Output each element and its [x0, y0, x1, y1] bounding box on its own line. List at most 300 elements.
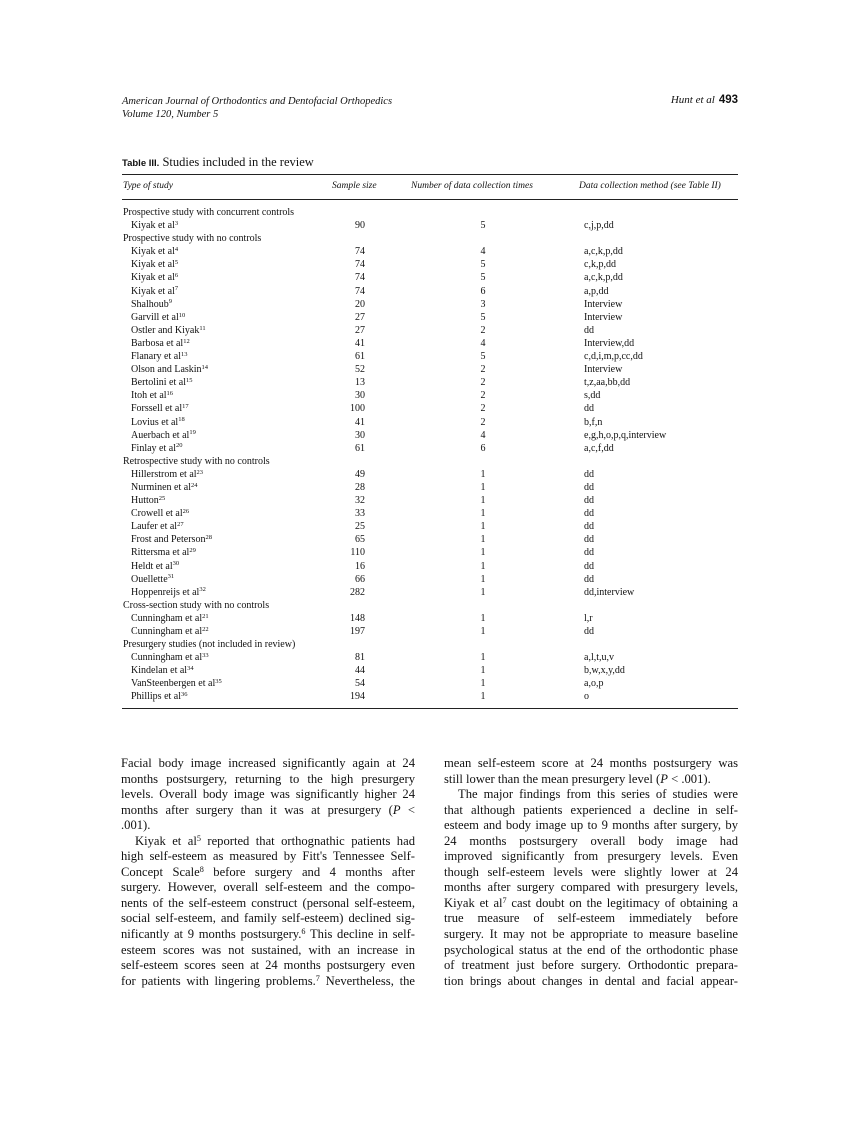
- table-row: [122, 429, 738, 442]
- table-row: [122, 258, 738, 271]
- text-run: Kiyak et al: [135, 833, 197, 848]
- collection-method-cell: dd: [584, 468, 594, 480]
- study-name: Olson and Laskin: [131, 364, 202, 376]
- text-run: cast doubt on the legitimacy of obtaining a: [506, 895, 738, 910]
- table-row: [122, 219, 738, 232]
- body-text-line: [444, 958, 738, 974]
- collection-times-cell: 1: [480, 560, 486, 572]
- table-row: [122, 350, 738, 363]
- table-row: [122, 324, 738, 337]
- study-name: Frost and Peterson: [131, 534, 206, 546]
- reference-number: 21: [202, 612, 209, 620]
- reference-number: 28: [205, 534, 212, 542]
- reference-number: 25: [158, 494, 166, 502]
- body-text-line: [121, 943, 415, 959]
- body-text-line: [121, 927, 415, 943]
- sample-size-cell: 49: [355, 468, 365, 480]
- collection-method-cell: dd: [584, 547, 594, 559]
- study-name: Hillerstrom et al: [131, 468, 197, 480]
- reference-number: 23: [196, 468, 204, 476]
- study-name: Barbosa et al: [131, 337, 184, 349]
- journal-volume: Volume 120, Number 5: [122, 109, 219, 120]
- reference-number: 34: [187, 665, 194, 673]
- sample-size-cell: 74: [355, 246, 365, 258]
- running-header-page: [671, 94, 738, 107]
- table-row: [122, 285, 738, 298]
- citation-superscript: 7: [502, 895, 507, 905]
- collection-times-cell: 1: [480, 612, 486, 624]
- italic-symbol: P: [660, 771, 668, 786]
- text-run: 24 months postsurgery overall body image had: [444, 833, 738, 848]
- text-run: This decline in self-: [305, 927, 415, 942]
- collection-times-cell: 1: [480, 534, 486, 546]
- text-run: high self-esteem as measured by Fitt's Tennessee Self-: [121, 849, 415, 864]
- study-type-label: Presurgery studies (not included in review): [123, 639, 296, 651]
- table-row: [122, 271, 738, 284]
- study-name: Phillips et al: [131, 691, 181, 703]
- body-text-line: [444, 880, 738, 896]
- collection-times-cell: 2: [480, 390, 486, 402]
- sample-size-cell: 148: [350, 612, 365, 624]
- table-row: [122, 560, 738, 573]
- table-row: [122, 298, 738, 311]
- collection-method-cell: Interview: [584, 364, 623, 376]
- reference-number: 26: [182, 507, 190, 515]
- collection-times-cell: 4: [480, 246, 486, 258]
- table-group-row: [122, 232, 738, 245]
- study-name: Finlay et al: [131, 442, 176, 454]
- reference-number: 3: [174, 219, 179, 227]
- text-run: months after surgery compared with presurgery levels,: [444, 880, 738, 895]
- collection-method-cell: a,c,k,p,dd: [584, 246, 623, 258]
- collection-method-cell: e,g,h,o,p,q,interview: [584, 429, 667, 441]
- text-run: esteem scores was not sustained, with an increase in: [121, 942, 415, 957]
- study-name-cell: [131, 651, 209, 664]
- study-name: Forssell et al: [131, 403, 183, 415]
- table-row: [122, 494, 738, 507]
- text-run: esteem and body image up to 9 months after surgery, by: [444, 818, 738, 833]
- table-row: [122, 520, 738, 533]
- text-run: improved significantly from presurgery levels. Even: [444, 849, 738, 864]
- study-name: Garvill et al: [131, 311, 179, 323]
- reference-number: 20: [176, 442, 183, 450]
- collection-method-cell: dd: [584, 481, 594, 493]
- body-text-line: [121, 865, 415, 881]
- text-run: <: [400, 802, 415, 817]
- text-run: true measure of self-esteem immediately before: [444, 911, 738, 926]
- col-header-method: Data collection method (see Table II): [579, 181, 721, 191]
- collection-method-cell: dd,interview: [584, 586, 635, 598]
- study-name-cell: [131, 363, 208, 376]
- collection-times-cell: 5: [480, 311, 486, 323]
- collection-method-cell: dd: [584, 324, 594, 336]
- study-name-cell: [131, 481, 197, 494]
- reference-number: 33: [202, 651, 209, 659]
- text-run: surgery. However, overall self-esteem and the compo-: [121, 880, 415, 895]
- table-header-rule: [122, 199, 738, 200]
- collection-times-cell: 1: [480, 586, 486, 598]
- text-run: Concept Scale: [121, 864, 200, 879]
- study-name: Cunningham et al: [131, 626, 203, 637]
- body-text-line: [444, 927, 738, 943]
- collection-times-cell: 5: [480, 351, 486, 363]
- collection-method-cell: dd: [584, 573, 594, 585]
- body-text-line: [444, 849, 738, 865]
- table-row: [122, 586, 738, 599]
- reference-number: 31: [167, 573, 175, 581]
- table-row: [122, 402, 738, 415]
- collection-times-cell: 1: [480, 652, 486, 664]
- study-name-cell: [131, 376, 193, 389]
- text-run: surgery. It may not be appropriate to measure baseline: [444, 927, 738, 942]
- collection-times-cell: 4: [480, 337, 486, 349]
- reference-number: 10: [178, 311, 186, 319]
- sample-size-cell: 197: [350, 626, 365, 637]
- sample-size-cell: 74: [355, 272, 365, 284]
- body-text-line: [444, 943, 738, 959]
- study-name: Kiyak et al: [131, 220, 175, 232]
- study-name-cell: [131, 546, 196, 559]
- citation-superscript: 8: [199, 864, 204, 874]
- sample-size-cell: 44: [355, 665, 365, 677]
- reference-number: 14: [201, 363, 209, 371]
- collection-times-cell: 1: [480, 573, 486, 585]
- study-name: Flanary et al: [131, 351, 181, 363]
- collection-times-cell: 1: [480, 678, 486, 690]
- sample-size-cell: 66: [355, 573, 365, 585]
- table-group-row: [122, 455, 738, 468]
- sample-size-cell: 100: [350, 403, 365, 415]
- table-group-row: [122, 599, 738, 612]
- study-name: Hutton: [131, 495, 159, 507]
- collection-method-cell: c,d,i,m,p,cc,dd: [584, 351, 643, 363]
- collection-method-cell: dd: [584, 560, 594, 572]
- table-row: [122, 690, 738, 703]
- study-name-cell: [131, 389, 173, 402]
- table-body: [122, 206, 738, 704]
- collection-method-cell: t,z,aa,bb,dd: [584, 377, 631, 389]
- study-name-cell: [131, 468, 203, 481]
- collection-times-cell: 6: [480, 285, 486, 297]
- reference-number: 32: [199, 586, 206, 594]
- study-name: Hoppenreijs et al: [131, 586, 200, 598]
- study-name-cell: [131, 402, 189, 415]
- study-name-cell: [131, 271, 178, 284]
- table-row: [122, 612, 738, 625]
- body-text-line: [121, 803, 415, 819]
- study-name-cell: [131, 533, 212, 546]
- table-row: [122, 311, 738, 324]
- body-text-line: [444, 834, 738, 850]
- reference-number: 17: [182, 403, 189, 411]
- study-name-cell: [131, 507, 189, 520]
- sample-size-cell: 194: [350, 691, 365, 703]
- sample-size-cell: 32: [355, 495, 365, 507]
- collection-times-cell: 1: [480, 521, 486, 533]
- study-type-label: Prospective study with no controls: [123, 233, 262, 245]
- study-name-cell: [131, 298, 172, 311]
- study-name: Cunningham et al: [131, 612, 203, 624]
- sample-size-cell: 28: [355, 481, 365, 493]
- reference-number: 27: [177, 521, 184, 528]
- collection-times-cell: 2: [480, 364, 486, 376]
- study-name-cell: [131, 219, 178, 232]
- table-row: [122, 442, 738, 455]
- body-text-line: [444, 756, 738, 772]
- study-name: Rittersma et al: [131, 547, 190, 559]
- reference-number: 13: [180, 350, 188, 358]
- sample-size-cell: 27: [355, 324, 365, 336]
- body-text-line: [121, 958, 415, 974]
- sample-size-cell: 61: [355, 351, 365, 363]
- body-text-line: [121, 911, 415, 927]
- collection-method-cell: b,f,n: [584, 416, 603, 428]
- study-name: Heldt et al: [131, 560, 173, 572]
- body-text-line: [121, 818, 415, 834]
- study-name: Bertolini et al: [131, 377, 186, 389]
- text-run: Nevertheless, the: [319, 973, 415, 988]
- collection-method-cell: c,j,p,dd: [584, 220, 614, 232]
- citation-superscript: 5: [196, 833, 201, 843]
- table-row: [122, 363, 738, 376]
- reference-number: 4: [174, 246, 179, 254]
- sample-size-cell: 30: [355, 390, 365, 402]
- collection-method-cell: Interview,dd: [584, 337, 635, 349]
- table-row: [122, 533, 738, 546]
- body-text-line: [121, 756, 415, 772]
- study-name-cell: [131, 664, 194, 677]
- study-name: Lovius et al: [131, 416, 179, 428]
- collection-method-cell: s,dd: [584, 390, 601, 402]
- collection-method-cell: a,l,t,u,v: [584, 652, 614, 664]
- sample-size-cell: 74: [355, 285, 365, 297]
- study-type-label: Prospective study with concurrent controls: [123, 207, 295, 218]
- sample-size-cell: 20: [355, 298, 365, 310]
- text-run: Facial body image increased significantly again at 24: [121, 756, 415, 770]
- reference-number: 30: [172, 560, 180, 568]
- study-name: Kiyak et al: [131, 272, 175, 284]
- table-top-rule: [122, 174, 738, 175]
- text-run: nents of the self-esteem construct (personal self-esteem,: [121, 895, 415, 910]
- study-name: Crowell et al: [131, 508, 183, 520]
- text-run: before surgery and 4 months after: [203, 864, 415, 879]
- col-header-sample: Sample size: [332, 181, 377, 191]
- collection-times-cell: 3: [480, 298, 486, 310]
- running-header-journal: [122, 95, 392, 121]
- col-header-times: Number of data collection times: [411, 181, 533, 191]
- collection-method-cell: dd: [584, 534, 594, 546]
- table-caption: [122, 155, 314, 170]
- sample-size-cell: 282: [350, 586, 365, 598]
- body-text-line: [444, 803, 738, 819]
- journal-title: American Journal of Orthodontics and Dentofacial Orthopedics: [122, 96, 393, 107]
- collection-method-cell: l,r: [584, 612, 593, 624]
- body-column-left: [121, 756, 415, 989]
- sample-size-cell: 41: [355, 416, 365, 428]
- text-run: though self-esteem levels were slightly lower at 24: [444, 864, 738, 879]
- text-run: levels. Overall body image was significantly higher 24: [121, 787, 415, 802]
- table-row: [122, 651, 738, 664]
- text-run: psychological status at the end of the orthodontic phase: [444, 942, 738, 957]
- text-run: The major findings from this series of studies were: [458, 787, 738, 802]
- study-type-label: Retrospective study with no controls: [123, 455, 270, 467]
- study-name-cell: [131, 560, 179, 573]
- study-name-cell: [131, 416, 185, 429]
- collection-method-cell: a,o,p: [584, 678, 604, 690]
- table-row: [122, 416, 738, 429]
- table-row: [122, 573, 738, 586]
- study-name-cell: [131, 677, 222, 690]
- table-row: [122, 337, 738, 350]
- text-run: nificantly at 9 months postsurgery.: [121, 927, 302, 942]
- body-text-line: [121, 896, 415, 912]
- study-name: Kiyak et al: [131, 246, 175, 258]
- sample-size-cell: 25: [355, 521, 365, 533]
- table-row: [122, 677, 738, 690]
- sample-size-cell: 27: [355, 311, 365, 323]
- study-name: Ostler and Kiyak: [131, 324, 200, 336]
- table-bottom-rule: [122, 708, 738, 709]
- collection-times-cell: 5: [480, 220, 486, 232]
- table-title: Studies included in the review: [159, 155, 314, 169]
- table-row: [122, 625, 738, 638]
- text-run: of treatment just before surgery. Orthodontic prepara-: [444, 958, 738, 973]
- study-name-cell: [131, 245, 178, 258]
- study-name-cell: [131, 690, 188, 703]
- body-text-line: [444, 896, 738, 912]
- reference-number: 12: [183, 337, 190, 345]
- text-run: for patients with lingering problems.: [121, 973, 316, 988]
- sample-size-cell: 65: [355, 534, 365, 546]
- text-run: social self-esteem, and family self-esteem) declined sig-: [121, 911, 415, 926]
- text-run: tion brings about changes in dental and facial appear-: [444, 973, 738, 988]
- collection-times-cell: 1: [480, 481, 486, 493]
- body-text-line: [121, 834, 415, 850]
- sample-size-cell: 54: [355, 678, 365, 690]
- study-name-cell: [131, 494, 165, 507]
- study-name-cell: [131, 442, 183, 455]
- text-run: months postsurgery, returning to the high presurgery: [121, 771, 415, 786]
- collection-times-cell: 1: [480, 691, 486, 703]
- study-name: Itoh et al: [131, 390, 167, 402]
- body-text-line: [121, 974, 415, 990]
- collection-times-cell: 2: [480, 324, 486, 336]
- collection-times-cell: 1: [480, 468, 486, 480]
- collection-method-cell: a,c,f,dd: [584, 442, 614, 454]
- table-label: Table III.: [122, 158, 160, 169]
- text-run: reported that orthognathic patients had: [200, 833, 415, 848]
- collection-times-cell: 1: [480, 665, 486, 677]
- text-run: Kiyak et al: [444, 895, 503, 910]
- collection-times-cell: 5: [480, 259, 486, 271]
- reference-number: 36: [181, 691, 188, 699]
- reference-number: 15: [186, 376, 193, 384]
- table-row: [122, 546, 738, 559]
- reference-number: 7: [174, 285, 179, 293]
- study-name: Shalhoub: [131, 298, 169, 310]
- reference-number: 9: [168, 298, 173, 306]
- collection-times-cell: 2: [480, 416, 486, 428]
- collection-times-cell: 6: [480, 442, 486, 454]
- sample-size-cell: 90: [355, 220, 365, 232]
- study-name-cell: [131, 285, 178, 298]
- text-run: .001).: [121, 818, 151, 833]
- reference-number: 22: [202, 625, 209, 633]
- italic-symbol: P: [392, 802, 401, 817]
- collection-method-cell: c,k,p,dd: [584, 259, 616, 271]
- table-group-row: [122, 206, 738, 219]
- running-authors: Hunt et al: [670, 94, 715, 106]
- study-name-cell: [131, 337, 190, 350]
- table-row: [122, 376, 738, 389]
- study-name-cell: [131, 429, 196, 442]
- body-text-line: [121, 880, 415, 896]
- study-name: Laufer et al: [131, 521, 178, 533]
- reference-number: 29: [189, 547, 196, 555]
- sample-size-cell: 61: [355, 442, 365, 454]
- collection-method-cell: dd: [584, 508, 594, 520]
- reference-number: 11: [199, 324, 206, 332]
- study-name: Ouellette: [131, 573, 168, 585]
- body-text-line: [444, 772, 738, 788]
- study-name: Kiyak et al: [131, 259, 175, 271]
- study-name-cell: [131, 586, 206, 599]
- collection-method-cell: Interview: [584, 298, 623, 310]
- reference-number: 6: [174, 272, 179, 280]
- study-name: Kindelan et al: [131, 665, 188, 677]
- text-run: that although patients experienced a decline in self-: [444, 802, 738, 817]
- table-row: [122, 245, 738, 258]
- reference-number: 5: [174, 259, 179, 267]
- table-row: [122, 664, 738, 677]
- collection-times-cell: 1: [480, 508, 486, 520]
- collection-method-cell: dd: [584, 495, 594, 507]
- collection-times-cell: 2: [480, 377, 486, 389]
- collection-times-cell: 1: [480, 495, 486, 507]
- table-row: [122, 389, 738, 402]
- study-name: Auerbach et al: [131, 429, 190, 441]
- page-number: 493: [718, 94, 738, 106]
- reference-number: 24: [190, 481, 198, 489]
- collection-method-cell: dd: [584, 403, 594, 415]
- table-header: [122, 181, 738, 194]
- collection-times-cell: 2: [480, 403, 486, 415]
- study-name-cell: [131, 350, 187, 363]
- study-name-cell: [131, 625, 209, 638]
- collection-times-cell: 5: [480, 272, 486, 284]
- reference-number: 35: [215, 678, 222, 686]
- sample-size-cell: 74: [355, 259, 365, 271]
- body-text-line: [444, 787, 738, 803]
- citation-superscript: 7: [315, 973, 320, 983]
- body-text-line: [444, 911, 738, 927]
- sample-size-cell: 52: [355, 364, 365, 376]
- collection-method-cell: b,w,x,y,dd: [584, 665, 625, 677]
- col-header-type: Type of study: [123, 181, 173, 191]
- collection-method-cell: dd: [584, 626, 594, 637]
- collection-method-cell: Interview: [584, 311, 623, 323]
- study-name-cell: [131, 311, 185, 324]
- study-name: Kiyak et al: [131, 285, 175, 297]
- study-name-cell: [131, 324, 206, 337]
- collection-method-cell: dd: [584, 521, 594, 533]
- collection-times-cell: 1: [480, 547, 486, 559]
- table-row: [122, 481, 738, 494]
- body-text-line: [444, 865, 738, 881]
- study-type-label: Cross-section study with no controls: [123, 599, 270, 611]
- table-row: [122, 507, 738, 520]
- sample-size-cell: 33: [355, 508, 365, 520]
